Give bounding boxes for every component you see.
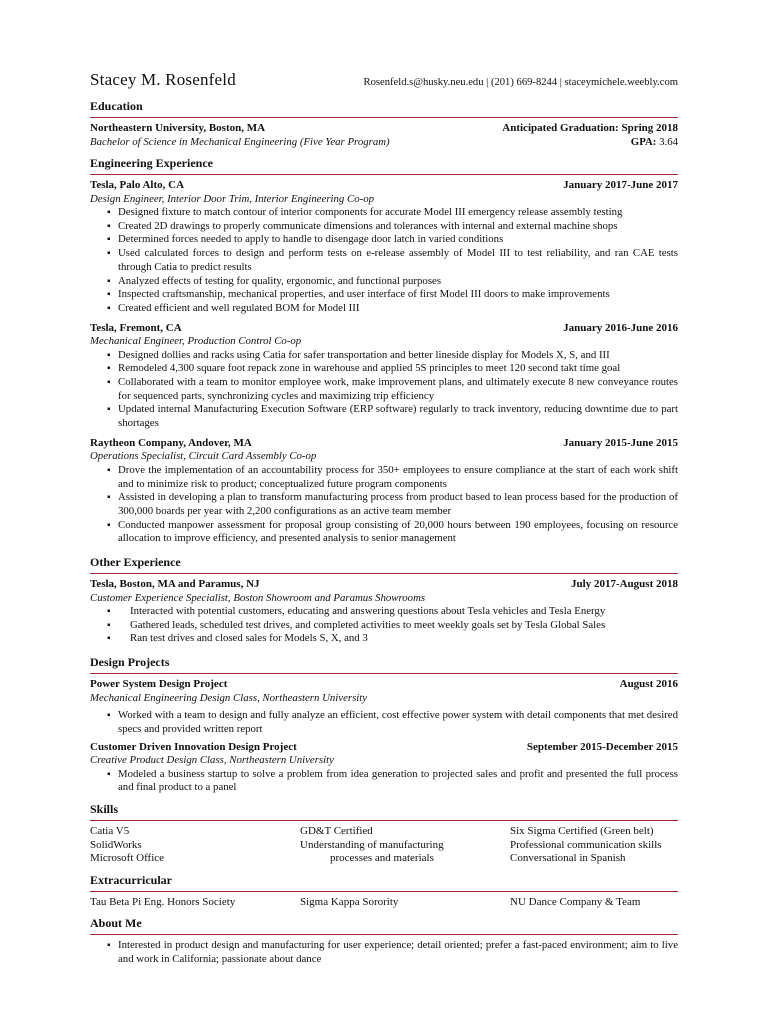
- degree: Bachelor of Science in Mechanical Engineering (Five Year Program): [90, 135, 390, 148]
- list-item: ▪ Inspected craftsmanship, mechanical properties, and user interface of first Model III doors to make improvements: [90, 288, 678, 302]
- list-item: ▪ Created efficient and well regulated BOM for Model III: [90, 302, 678, 316]
- project-course: Creative Product Design Class, Northeastern University: [90, 754, 334, 767]
- job-dates: January 2016-June 2016: [563, 321, 678, 334]
- contact-info: Rosenfeld.s@husky.neu.edu | (201) 669-8244 | staceymichele.weebly.com: [363, 77, 678, 88]
- graduation-date: Anticipated Graduation: Spring 2018: [502, 122, 678, 134]
- job-header: [90, 437, 678, 451]
- skill-item: Understanding of manufacturing: [300, 838, 444, 851]
- project-course: Mechanical Engineering Design Class, Northeastern University: [90, 691, 368, 704]
- skill-item: Conversational in Spanish: [510, 852, 626, 865]
- list-item: ▪ Remodeled 4,300 square foot repack zone in warehouse and applied 5S principles to meet 120 second takt time goal: [90, 362, 678, 376]
- skill-item: GD&T Certified: [300, 824, 373, 837]
- job-header: [90, 578, 678, 592]
- job-bullets: [90, 349, 678, 431]
- job-dates: July 2017-August 2018: [571, 578, 678, 591]
- list-item: ▪ Modeled a business startup to solve a problem from idea generation to projected sales and profit and presented the full process and final product to a panel: [90, 768, 678, 795]
- list-item: ▪ Created 2D drawings to properly communicate dimensions and tolerances with internal and external machine shops: [90, 220, 678, 234]
- job-company: Tesla, Fremont, CA: [90, 321, 182, 334]
- list-item: ▪ Drove the implementation of an accountability process for 350+ employees to ensure compliance at the start of each work shift and to minimize risk to product; conceptualized future program components: [90, 464, 678, 491]
- job-company: Raytheon Company, Andover, MA: [90, 436, 252, 449]
- list-item: ▪ Ran test drives and closed sales for Models S, X, and 3: [90, 632, 678, 646]
- extracurricular-item: Tau Beta Pi Eng. Honors Society: [90, 895, 236, 908]
- job-header: [90, 322, 678, 336]
- job-bullets: [90, 206, 678, 316]
- resume-header: [90, 70, 678, 96]
- list-item: ▪ Gathered leads, scheduled test drives, and completed activities to meet weekly goals set by Tesla Global Sales: [90, 619, 678, 633]
- job-title: Operations Specialist, Circuit Card Assembly Co-op: [90, 450, 317, 463]
- project-bullets: [90, 709, 678, 736]
- section-design-heading: Design Projects: [90, 655, 678, 674]
- list-item: ▪ Determined forces needed to apply to handle to disengage door latch in varied conditions: [90, 233, 678, 247]
- gpa-label: GPA:: [630, 135, 657, 148]
- candidate-name: Stacey M. Rosenfeld: [90, 70, 236, 89]
- list-item: ▪ Worked with a team to design and fully analyze an efficient, cost effective power system with detail components that met desired specs and provided written report: [90, 709, 678, 736]
- job-company: Tesla, Boston, MA and Paramus, NJ: [90, 578, 260, 591]
- project-name: Customer Driven Innovation Design Project: [90, 740, 297, 753]
- list-item: ▪ Interacted with potential customers, educating and answering questions about Tesla vehicles and Tesla Energy: [90, 605, 678, 619]
- section-about-heading: About Me: [90, 916, 678, 935]
- skill-item: Professional communication skills: [510, 838, 662, 851]
- list-item: ▪ Used calculated forces to design and perform tests on e-release assembly of Model III to test reliability, and ran CAE tests through Catia to predict results: [90, 247, 678, 274]
- list-item: ▪ Interested in product design and manufacturing for user experience; detail oriented; prefer a fast-paced environment; aim to live and work in California; passionate about dance: [90, 939, 678, 966]
- job-dates: January 2017-June 2017: [563, 179, 678, 191]
- project-header: [90, 741, 678, 755]
- project-bullets: [90, 768, 678, 795]
- project-dates: August 2016: [619, 678, 678, 691]
- list-item: ▪ Updated internal Manufacturing Execution Software (ERP software) regularly to track inventory, reducing downtime due to part shortages: [90, 403, 678, 430]
- education-degree-row: [90, 136, 678, 149]
- project-dates: September 2015-December 2015: [526, 740, 678, 753]
- resume-page: [90, 70, 678, 967]
- list-item: ▪ Collaborated with a team to monitor employee work, make improvement plans, and ultimately execute 8 new conveyance routes for sequenced parts, synchronizing cycles and maximizing trip efficiency: [90, 376, 678, 403]
- about-bullets: [90, 939, 678, 966]
- section-extracurricular-heading: Extracurricular: [90, 873, 678, 892]
- gpa-value: 3.64: [659, 135, 678, 148]
- job-header: [90, 179, 678, 193]
- project-name: Power System Design Project: [90, 678, 228, 691]
- skill-item: Six Sigma Certified (Green belt): [510, 824, 654, 837]
- job-company: Tesla, Palo Alto, CA: [90, 179, 185, 191]
- gpa: [631, 136, 678, 149]
- job-bullets: [90, 605, 678, 646]
- education-school-row: [90, 122, 678, 136]
- project-header: [90, 678, 678, 692]
- list-item: ▪ Conducted manpower assessment for proposal group consisting of 20,000 hours between 190 employees, focusing on resource allocation to improve efficiency, and presented analysis to senior management: [90, 519, 678, 546]
- section-other-heading: Other Experience: [90, 555, 678, 574]
- skill-item: Catia V5: [90, 824, 130, 837]
- extracurricular-item: NU Dance Company & Team: [510, 895, 641, 908]
- job-dates: January 2015-June 2015: [563, 436, 678, 449]
- job-title: Design Engineer, Interior Door Trim, Interior Engineering Co-op: [90, 192, 375, 205]
- skill-item: Microsoft Office: [90, 852, 165, 865]
- section-education-heading: Education: [90, 99, 678, 118]
- list-item: ▪ Analyzed effects of testing for quality, ergonomic, and functional purposes: [90, 275, 678, 289]
- skills-grid: [90, 825, 678, 866]
- extracurricular-item: Sigma Kappa Sorority: [300, 895, 399, 908]
- skill-item: SolidWorks: [90, 838, 142, 851]
- list-item: ▪ Designed dollies and racks using Catia for safer transportation and better lineside display for Models X, S, and III: [90, 349, 678, 363]
- job-title: Customer Experience Specialist, Boston Showroom and Paramus Showrooms: [90, 591, 426, 604]
- extracurricular-grid: [90, 896, 678, 910]
- list-item: ▪ Assisted in developing a plan to transform manufacturing process from product based to lean process based for the production of 300,000 boards per year with 2,200 configurations as an active team member: [90, 491, 678, 518]
- job-bullets: [90, 464, 678, 546]
- job-title: Mechanical Engineer, Production Control Co-op: [90, 335, 302, 348]
- section-engineering-heading: Engineering Experience: [90, 156, 678, 175]
- section-skills-heading: Skills: [90, 802, 678, 821]
- skill-item: processes and materials: [330, 852, 434, 865]
- school-name: Northeastern University, Boston, MA: [90, 122, 266, 134]
- list-item: ▪ Designed fixture to match contour of interior components for accurate Model III emergency release assembly testing: [90, 206, 678, 220]
